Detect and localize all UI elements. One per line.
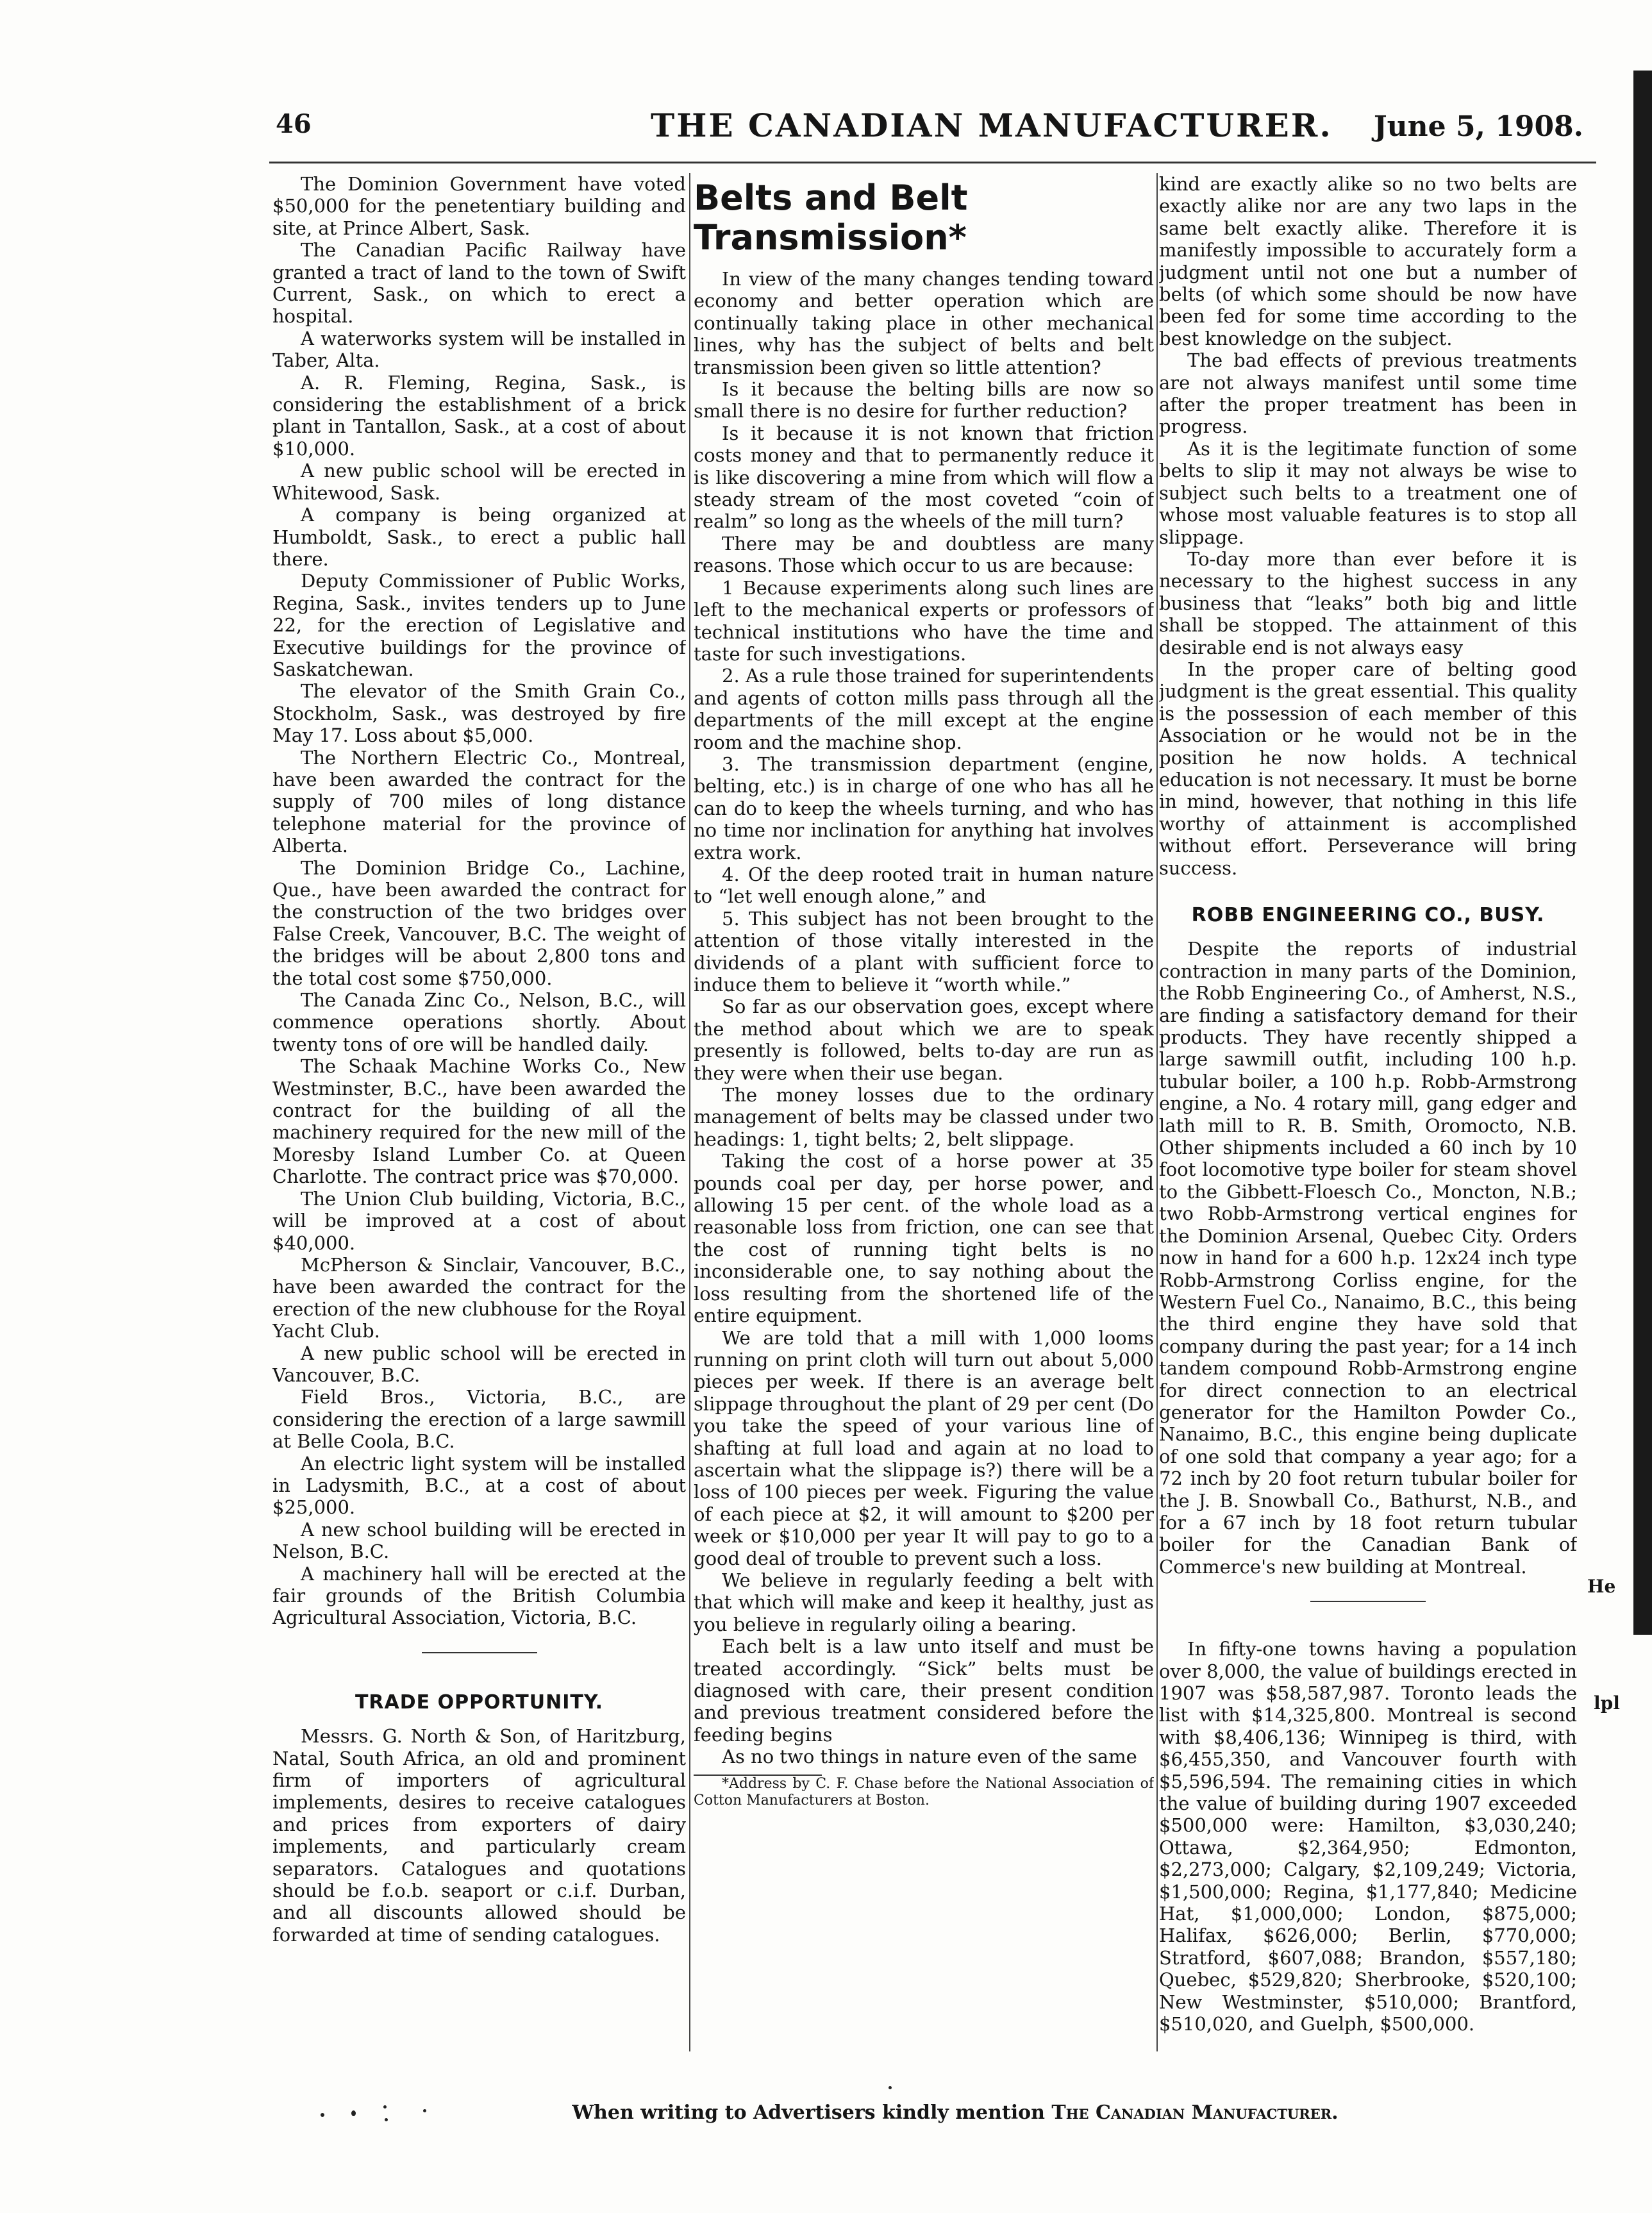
news-item: A machinery hall will be erected at the fair grounds of the British Columbia Agricultural Association, Victoria, B.C. (272, 1562, 686, 1629)
page-header (256, 103, 1596, 154)
ink-speck (351, 2110, 356, 2116)
article-paragraph: Is it because it is not known that friction costs money and that to permanently reduce it is like discovering a mine from which will flow a steady stream of the most coveted “coin of realm” so long as the wheels of the mill turn? (694, 422, 1154, 533)
column-news-items (272, 173, 686, 2096)
edge-fragment: lpl (1594, 1692, 1620, 1714)
section-rule (422, 1652, 537, 1653)
column-continued (1159, 173, 1577, 2096)
ink-speck (383, 2105, 387, 2109)
article-headline: Belts and Belt Transmission* (694, 178, 968, 258)
ink-speck (385, 2118, 388, 2121)
article-paragraph: Is it because the belting bills are now so small there is no desire for further reduction? (694, 378, 1154, 422)
robb-engineering-text: Despite the reports of industrial contraction in many parts of the Dominion, the Robb Engineering Co., of Amherst, N.S., are finding a satisfactory demand for their products. They have recently shipped a large sawmill outfit, including 100 h.p. tubular boiler, a 100 h.p. Robb-Armstrong engine, a No. 4 rotary mill, gang edger and lath mill to R. B. Smith, Oromocto, N.B. Other shipments included a 60 inch by 10 foot locomotive type boiler for steam shovel to the Gibbett-Floesch Co., Moncton, N.B.; two Robb-Armstrong vertical engines for the Dominion Arsenal, Quebec City. Orders now in hand for a 600 h.p. 12x24 inch type Robb-Armstrong Corliss engine, for the Western Fuel Co., Nanaimo, B.C., this being the third engine they have sold that company during the past year; for a 14 inch tandem compound Robb-Armstrong engine for direct connection to an electrical generator for the Hamilton Powder Co., Nanaimo, B.C., this engine being duplicate of one sold that company a year ago; for a 72 inch by 20 foot return tubular boiler for the J. B. Snowball Co., Bathurst, N.B., and for a 67 inch by 18 foot return tubular boiler for the Canadian Bank of Commerce's new building at Montreal. (1159, 938, 1577, 1578)
news-item: McPherson & Sinclair, Vancouver, B.C., have been awarded the contract for the erection of the new clubhouse for the Royal Yacht Club. (272, 1253, 686, 1342)
article-paragraph: 4. Of the deep rooted trait in human nature to “let well enough alone,” and (694, 863, 1154, 908)
news-item: The Canadian Pacific Railway have granted a tract of land to the town of Swift Current, Sask., on which to erect a hospital. (272, 239, 686, 328)
article-paragraph: We believe in regularly feeding a belt with that which will make and keep it healthy, just as you believe in regularly oiling a bearing. (694, 1569, 1154, 1635)
journal-title: THE CANADIAN MANUFACTURER. (651, 106, 1333, 144)
article-paragraph: So far as our observation goes, except where the method about which we are to speak presently is followed, belts to-day are run as they were when their use began. (694, 996, 1154, 1084)
header-rule (269, 162, 1596, 163)
section-rule (1310, 1601, 1426, 1602)
article-paragraph: As it is the legitimate function of some belts to slip it may not always be wise to subject such belts to a treatment one of whose most valuable features is to stop all slippage. (1159, 437, 1577, 548)
article-paragraph: 2. As a rule those trained for superintendents and agents of cotton mills pass through all the departments of the mill except at the engine room and the machine shop. (694, 665, 1154, 753)
news-item: The Canada Zinc Co., Nelson, B.C., will commence operations shortly. About twenty tons of ore will be handled daily. (272, 989, 686, 1055)
article-paragraph: To-day more than ever before it is necessary to the highest success in any business that “leaks” both big and little shall be stopped. The attainment of this desirable end is not always easy (1159, 547, 1577, 658)
column-divider (1156, 173, 1158, 2051)
article-paragraph: kind are exactly alike so no two belts are exactly alike nor are any two laps in the same belt exactly alike. Therefore it is manifestly impossible to accurately form a judgment until not one but a number of belts (of which some should be now have been fed for some time according to the best knowledge on the subject. (1159, 173, 1577, 349)
news-item: The Union Club building, Victoria, B.C., will be improved at a cost of about $40,000. (272, 1187, 686, 1254)
article-paragraph: Each belt is a law unto itself and must be treated accordingly. “Sick” belts must be diagnosed with care, their present condition and previous treatment considered before the feeding begins (694, 1635, 1154, 1746)
page-number: 46 (276, 109, 312, 139)
edge-fragment: He (1587, 1576, 1616, 1597)
ink-speck (321, 2113, 324, 2117)
article-paragraph: 5. This subject has not been brought to the attention of those vitally interested in the dividends of a plant with sufficient force to induce them to believe it “worth while.” (694, 907, 1154, 996)
footer-journal-name: The Canadian Manufacturer. (1051, 2101, 1339, 2124)
article-paragraph: The bad effects of previous treatments are not always manifest until some time after the proper treatment has been in progress. (1159, 349, 1577, 438)
ink-speck (423, 2109, 426, 2112)
trade-opportunity-text: Messrs. G. North & Son, of Haritzburg, Natal, South Africa, an old and prominent firm of importers of agricultural implements, desires to receive catalogues and prices from exporters of dairy implements, and particularly cream separators. Catalogues and quotations should be f.o.b. seaport or c.i.f. Durban, and all discounts allowed should be forwarded at time of sending catalogues. (272, 1725, 686, 1946)
news-item: The Dominion Bridge Co., Lachine, Que., have been awarded the contract for the construction of the two bridges over False Creek, Vancouver, B.C. The weight of the bridges will be about 2,800 tons and the total cost some $750,000. (272, 856, 686, 989)
footer-text: When writing to Advertisers kindly mention (572, 2101, 1052, 2124)
news-item: A. R. Fleming, Regina, Sask., is considering the establishment of a brick plant in Tantallon, Sask., at a cost of about $10,000. (272, 371, 686, 460)
page-footer (538, 2101, 1372, 2124)
article-paragraph: We are told that a mill with 1,000 looms running on print cloth will turn out about 5,000 pieces per week. If there is an average belt slippage throughout the plant of 29 per cent (Do you take the speed of your various line of shafting at full load and again at no load to ascertain what the slippage is?) there will be a loss of 100 pieces per week. Figuring the value of each piece at $2, it will amount to $200 per week or $10,000 per year It will pay to go to a good deal of trouble to prevent such a loss. (694, 1326, 1154, 1569)
news-item: An electric light system will be installed in Ladysmith, B.C., at a cost of about $25,000. (272, 1452, 686, 1519)
news-item: A new school building will be erected in Nelson, B.C. (272, 1518, 686, 1563)
article-paragraph: 1 Because experiments along such lines are left to the mechanical experts or professors of technical institutions who have the time and taste for such investigations. (694, 576, 1154, 665)
article-footnote: *Address by C. F. Chase before the National Association of Cotton Manufacturers at Boston. (694, 1775, 1154, 1808)
news-item: A new public school will be erected in Whitewood, Sask. (272, 460, 686, 504)
article-paragraph: 3. The transmission department (engine, belting, etc.) is in charge of one who has all he can do to keep the wheels turning, and who has no time nor inclination for anything hat involves extra work. (694, 753, 1154, 864)
news-item: The elevator of the Smith Grain Co., Stockholm, Sask., was destroyed by fire May 17. Loss about $5,000. (272, 680, 686, 747)
article-paragraph: The money losses due to the ordinary management of belts may be classed under two headings: 1, tight belts; 2, belt slippage. (694, 1084, 1154, 1150)
trade-opportunity-heading: TRADE OPPORTUNITY. (355, 1691, 604, 1714)
news-item: The Northern Electric Co., Montreal, have been awarded the contract for the supply of 700 miles of long distance telephone material for the province of Alberta. (272, 746, 686, 857)
news-item: Field Bros., Victoria, B.C., are considering the erection of a large sawmill at Belle Coola, B.C. (272, 1386, 686, 1453)
robb-engineering-heading: ROBB ENGINEERING CO., BUSY. (1191, 904, 1545, 926)
scan-edge-shadow (1633, 71, 1652, 1635)
news-item: A new public school will be erected in Vancouver, B.C. (272, 1342, 686, 1386)
article-paragraph: In view of the many changes tending toward economy and better operation which are continually taking place in other mechanical lines, why has the subject of belts and belt transmission been given so little attention? (694, 268, 1154, 378)
news-item: A waterworks system will be installed in Taber, Alta. (272, 327, 686, 372)
column-divider (689, 173, 690, 2051)
issue-date: June 5, 1908. (1373, 110, 1583, 143)
article-paragraph: In the proper care of belting good judgment is the great essential. This quality is the possession of each member of this Association or he would not be in the position he now holds. A technical education is not necessary. It must be borne in mind, however, that nothing in this life worthy of attainment is accomplished without effort. Perseverance will bring success. (1159, 658, 1577, 879)
news-item: A company is being organized at Humboldt, Sask., to erect a public hall there. (272, 504, 686, 570)
article-paragraph: As no two things in nature even of the same (722, 1746, 1137, 1768)
article-paragraph: Taking the cost of a horse power at 35 pounds coal per day, per horse power, and allowing 15 per cent. of the whole load as a reasonable loss from friction, one can see that the cost of running tight belts is no inconsiderable one, to say nothing about the loss resulting from the shortened life of the entire equipment. (694, 1150, 1154, 1327)
column-belts-article (694, 173, 1154, 2096)
news-item: Deputy Commissioner of Public Works, Regina, Sask., invites tenders up to June 22, for the erection of Legislative and Executive buildings for the province of Saskatchewan. (272, 570, 686, 680)
article-paragraph: There may be and doubtless are many reasons. Those which occur to us are because: (694, 532, 1154, 577)
ink-speck (889, 2086, 892, 2089)
news-item: The Dominion Government have voted $50,000 for the penetentiary building and site, at Prince Albert, Sask. (272, 173, 686, 239)
news-item: The Schaak Machine Works Co., New Westminster, B.C., have been awarded the contract for the building of all the machinery required for the new mill of the Moresby Island Lumber Co. at Queen Charlotte. The contract price was $70,000. (272, 1055, 686, 1188)
building-statistics-text: In fifty-one towns having a population over 8,000, the value of buildings erected in 1907 was $58,587,987. Toronto leads the list with $14,325,800. Montreal is second with $8,406,136; Winnipeg is third, with $6,455,350, and Vancouver fourth with $5,596,594. The remaining cities in which the value of building during 1907 exceeded $500,000 were: Hamilton, $3,030,240; Ottawa, $2,364,950; Edmonton, $2,273,000; Calgary, $2,109,249; Victoria, $1,500,000; Regina, $1,177,840; Medicine Hat, $1,000,000; London, $875,000; Halifax, $626,000; Berlin, $770,000; Stratford, $607,088; Brandon, $557,180; Quebec, $529,820; Sherbrooke, $520,100; New Westminster, $510,000; Brantford, $510,020, and Guelph, $500,000. (1159, 1638, 1577, 2035)
